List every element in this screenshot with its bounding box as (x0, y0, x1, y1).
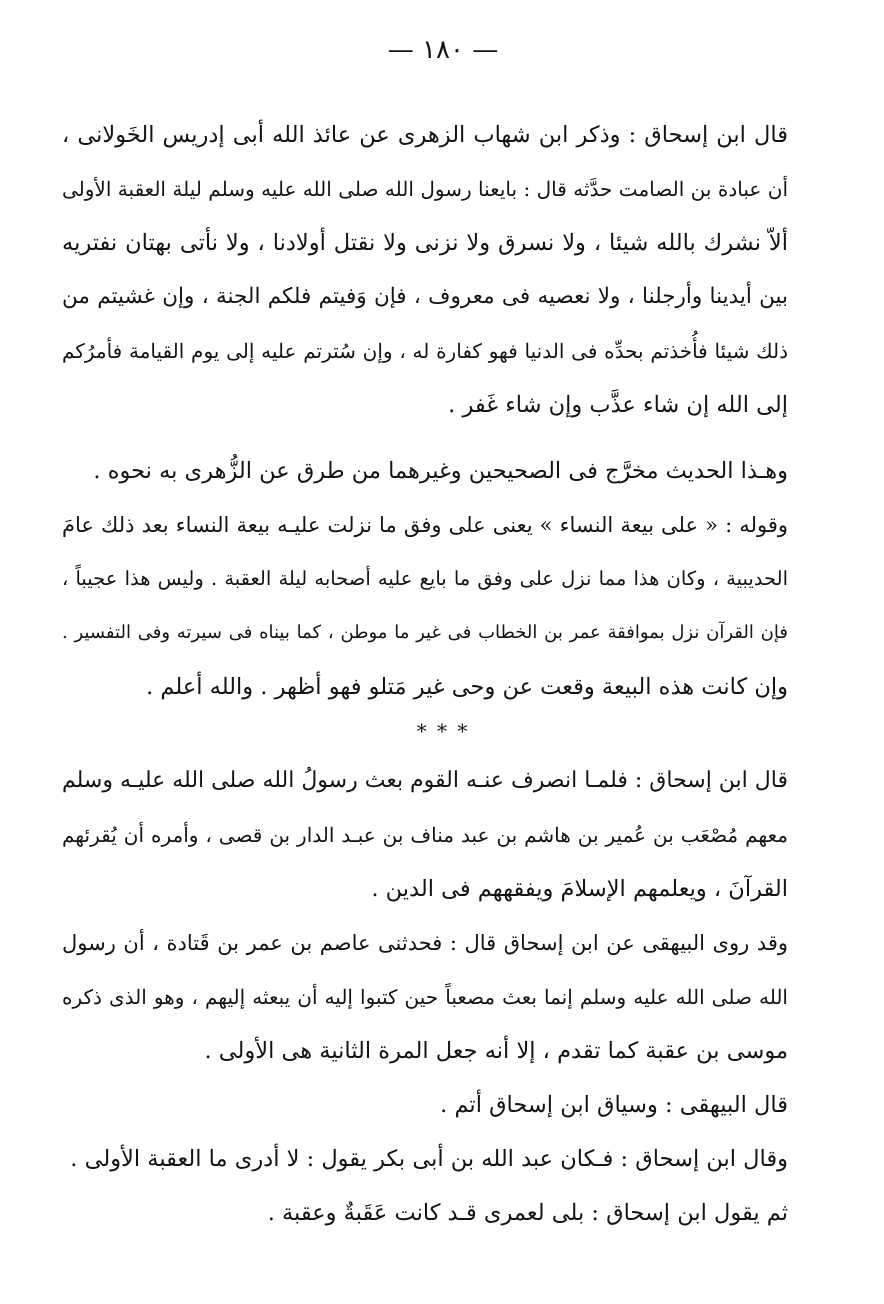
text-line: الله صلى الله عليه وسلم إنما بعث مصعباً حين كتبوا إليه أن يبعثه إليهم ، وهو الذى ذكره (62, 985, 788, 1009)
paragraph-hadith-ubada (62, 108, 824, 432)
text-line: ذلك شيئا فأُخذتم بحدِّه فى الدنيا فهو كفارة له ، وإن سُترتم عليه إلى يوم القيامة فأمرُكم (62, 339, 788, 363)
page-number: — ١٨٠ — (387, 35, 499, 65)
paragraph-commentary (62, 498, 824, 714)
text-line: القرآنَ ، ويعلمهم الإسلامَ ويفقههم فى الدين . (371, 876, 788, 902)
document-page (62, 30, 824, 1280)
text-line: وقوله : « على بيعة النساء » يعنى على وفق ما نزلت عليـه بيعة النساء بعد ذلك عامَ (62, 513, 788, 537)
section-separator: * * * (416, 719, 470, 743)
text-line: وقد روى البيهقى عن ابن إسحاق قال : فحدثنى عاصم بن عمر بن قَتادة ، أن رسول (62, 931, 788, 955)
text-line: قال البيهقى : وسياق ابن إسحاق أتم . (440, 1092, 788, 1118)
paragraph-bayhaqi-narration (62, 916, 824, 1078)
text-line: موسى بن عقبة كما تقدم ، إلا أنه جعل المرة الثانية هى الأولى . (204, 1038, 788, 1064)
text-line: وقال ابن إسحاق : فـكان عبد الله بن أبى بكر يقول : لا أدرى ما العقبة الأولى . (70, 1146, 788, 1172)
text-line: ثم يقول ابن إسحاق : بلى لعمرى قـد كانت عَقَبةٌ وعقبة . (267, 1200, 788, 1226)
text-line: ألاّ نشرك بالله شيئا ، ولا نسرق ولا نزنى ولا نقتل أولادنا ، ولا نأتى بهتان نفتريه (62, 230, 788, 256)
text-line: أن عبادة بن الصامت حدَّثه قال : بايعنا رسول الله صلى الله عليه وسلم ليلة العقبة الأولى (62, 177, 788, 201)
paragraph-bayhaqi-comment (62, 1078, 824, 1132)
paragraph-hadith-source (62, 444, 824, 498)
text-line: قال ابن إسحاق : وذكر ابن شهاب الزهرى عن عائذ الله أبى إدريس الخَولانى ، (62, 122, 788, 148)
text-line: وهـذا الحديث مخرَّج فى الصحيحين وغيرهما من طرق عن الزُّهرى به نحوه . (93, 458, 788, 484)
paragraph-abdullah-quote (62, 1132, 824, 1186)
text-line: معهم مُصْعَب بن عُمير بن هاشم بن عبد مناف بن عبـد الدار بن قصى ، وأمره أن يُقرئهم (62, 823, 788, 847)
text-line: وإن كانت هذه البيعة وقعت عن وحى غير مَتلو فهو أظهر . والله أعلم . (146, 674, 788, 700)
text-line: فإن القرآن نزل بموافقة عمر بن الخطاب فى غير ما موطن ، كما بيناه فى سيرته وفى التفسير . (62, 622, 788, 643)
text-line: بين أيدينا وأرجلنا ، ولا نعصيه فى معروف ، فإن وَفيتم فلكم الجنة ، وإن غشيتم من (62, 284, 788, 309)
paragraph-ibn-ishaq-reply (62, 1186, 824, 1240)
text-line: قال ابن إسحاق : فلمـا انصرف عنـه القوم بعث رسولُ الله صلى الله عليـه وسلم (62, 768, 788, 793)
text-line: الحديبية ، وكان هذا مما نزل على وفق ما بايع عليه أصحابه ليلة العقبة . وليس هذا عجيباً ، (62, 567, 788, 590)
text-line: إلى الله إن شاء عذَّب وإن شاء غَفر . (448, 392, 788, 418)
paragraph-musab-sent (62, 754, 824, 916)
